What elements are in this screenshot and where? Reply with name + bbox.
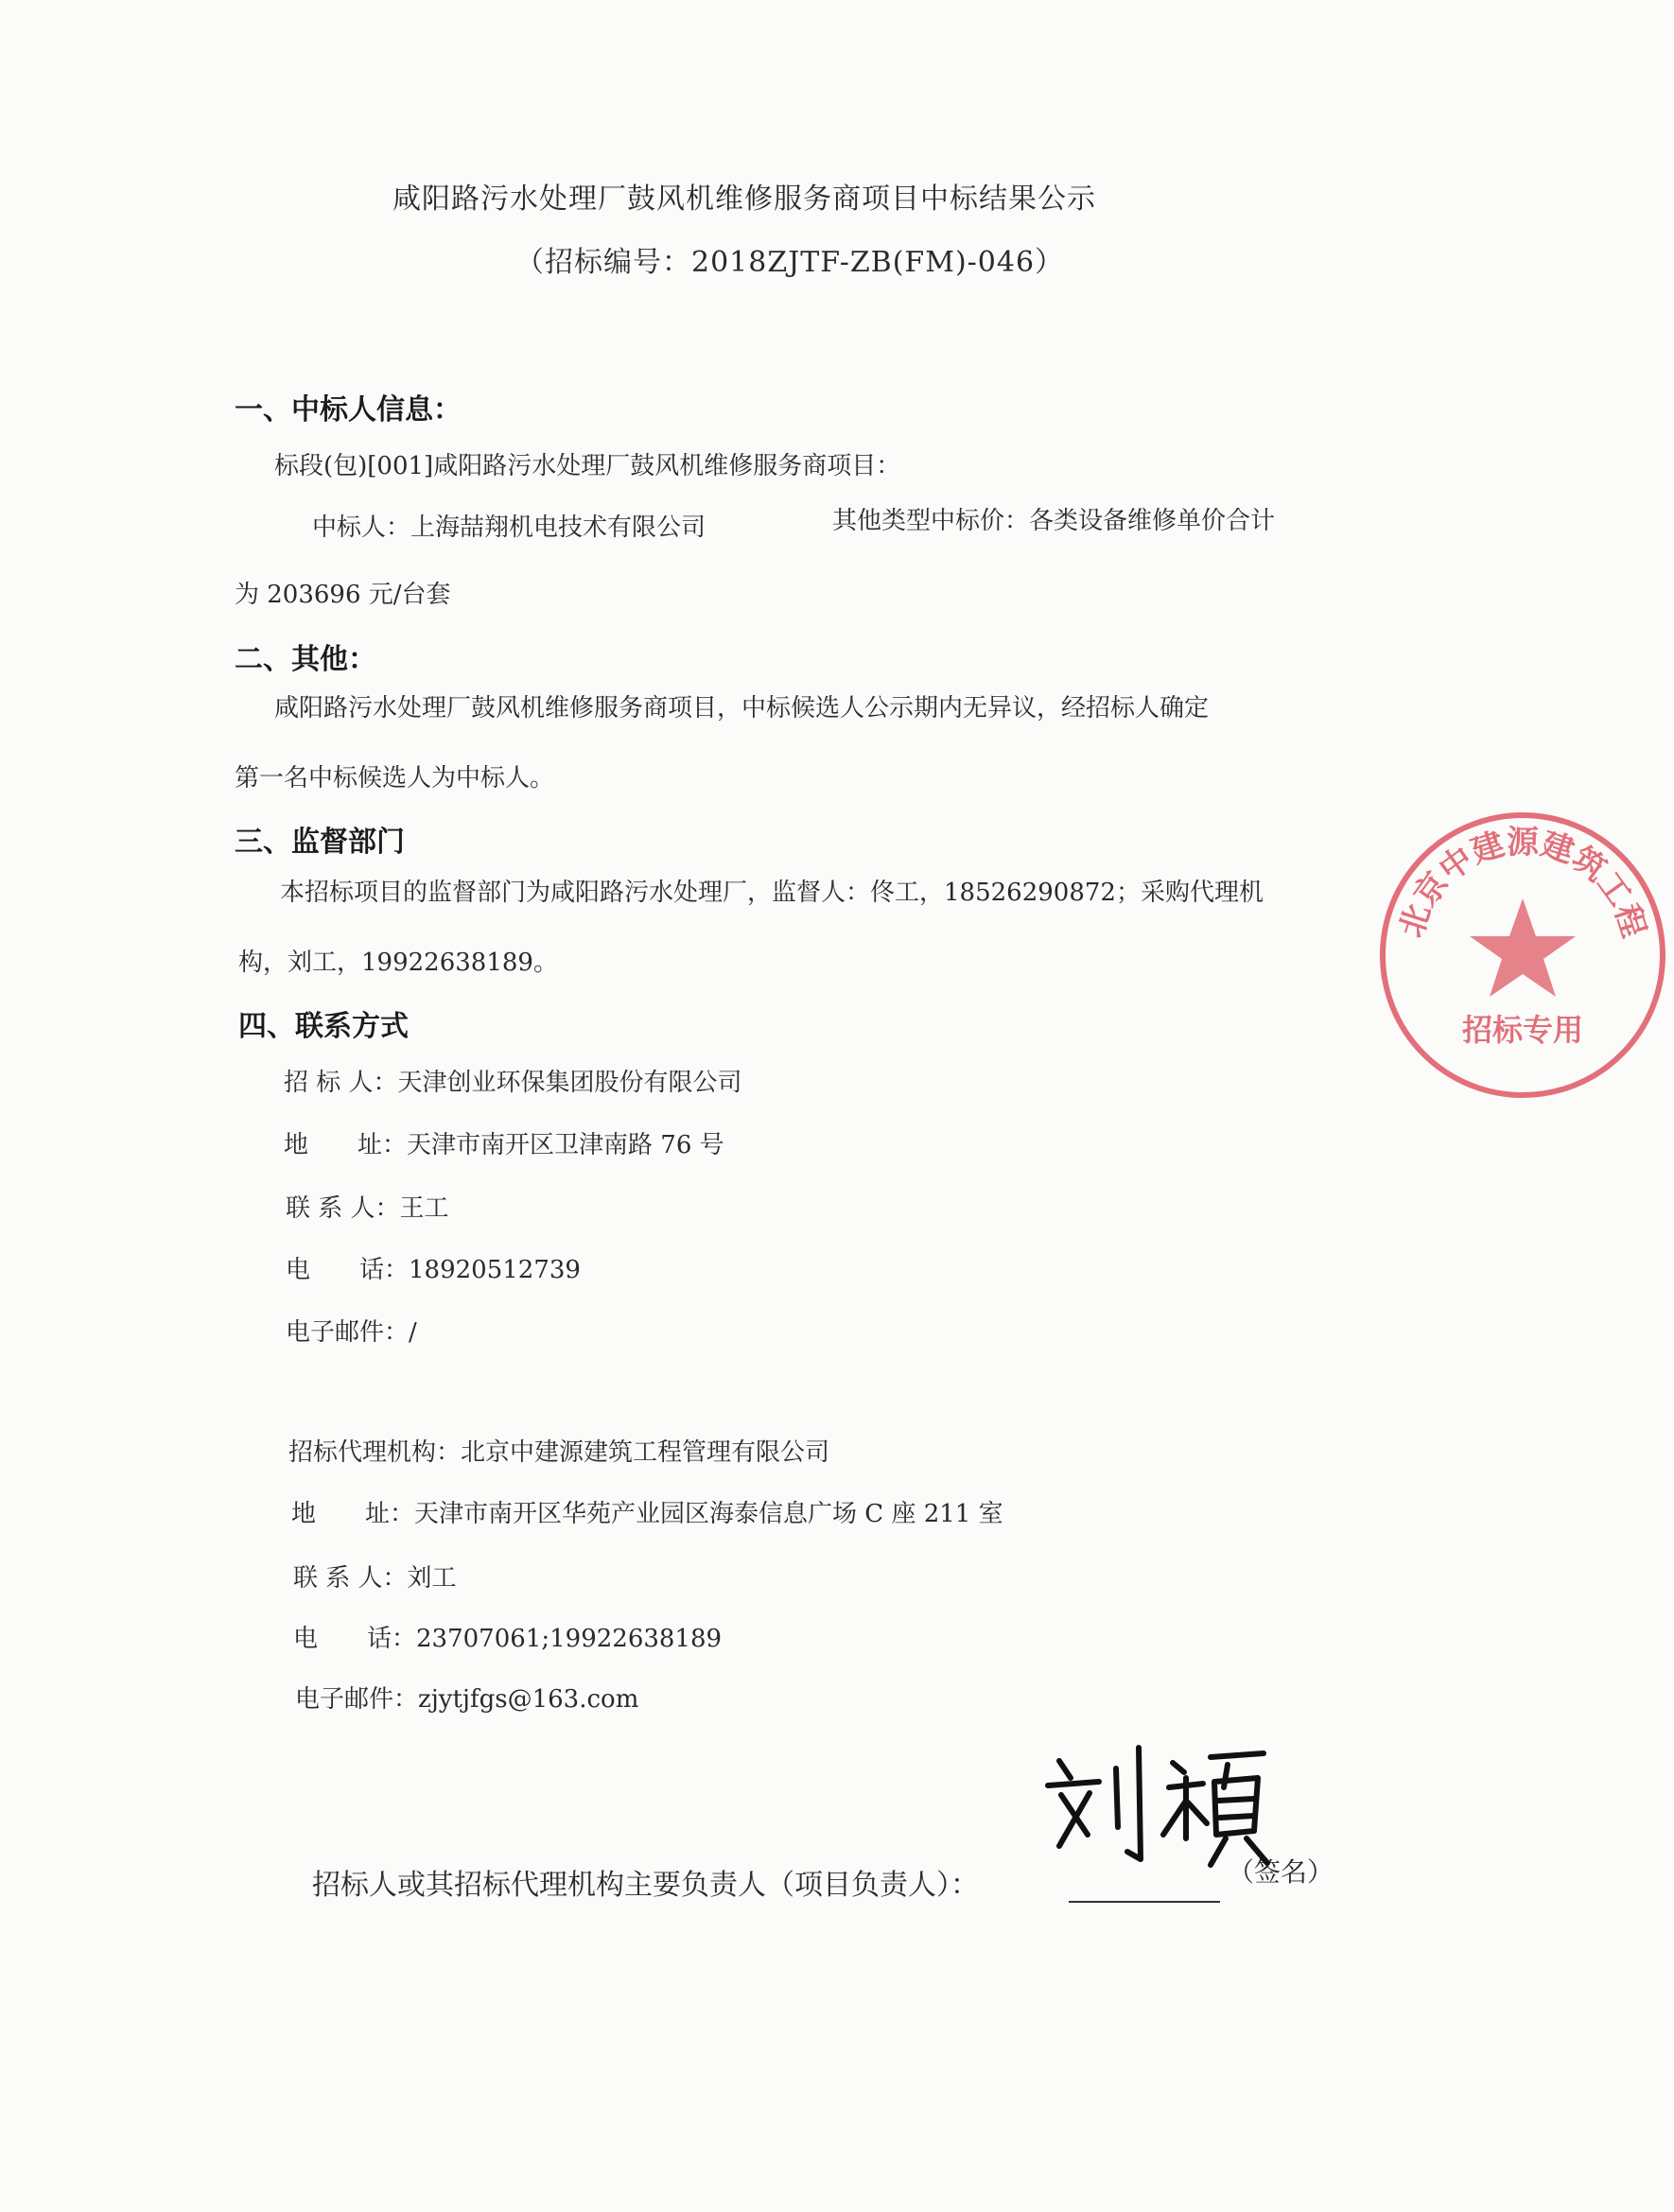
agency-phone: 23707061;19922638189 — [416, 1625, 723, 1653]
agency-phone-row — [293, 1619, 722, 1654]
agency-email-row — [295, 1680, 638, 1715]
section-4-heading: 四、联系方式 — [238, 1010, 409, 1043]
agency-address-row — [291, 1494, 1003, 1529]
tenderer-email-label: 电子邮件： — [286, 1318, 410, 1347]
winner-line — [312, 508, 706, 543]
agency-contact-label: 联 系 人： — [293, 1564, 408, 1593]
tenderer-email: / — [409, 1318, 417, 1347]
winner-name: 上海喆翔机电技术有限公司 — [410, 514, 706, 542]
winner-label: 中标人： — [312, 514, 411, 542]
agency-name-label: 招标代理机构： — [288, 1438, 462, 1467]
agency-contact: 刘工 — [407, 1564, 457, 1593]
handwritten-signature — [1040, 1740, 1286, 1882]
tenderer-email-row — [286, 1313, 417, 1348]
agency-name: 北京中建源建筑工程管理有限公司 — [461, 1438, 830, 1467]
section-3-heading: 三、监督部门 — [235, 826, 405, 859]
agency-email: zjytjfgs@163.com — [418, 1685, 639, 1714]
tenderer-phone-label: 电 话： — [286, 1256, 410, 1284]
section-1-heading: 一、中标人信息： — [235, 393, 462, 427]
signature-suffix: （签名） — [1228, 1856, 1334, 1888]
tenderer-address-label: 地 址： — [284, 1131, 408, 1159]
tenderer-contact-row — [286, 1189, 449, 1224]
tenderer-name-label: 招 标 人： — [284, 1069, 398, 1097]
tenderer-name-row — [284, 1063, 742, 1098]
tender-number: （招标编号：2018ZJTF-ZB(FM)-046） — [515, 246, 1065, 279]
price-value-part1: 各类设备维修单价合计 — [1029, 507, 1276, 535]
section-3-line-1: 本招标项目的监督部门为咸阳路污水处理厂，监督人：佟工，18526290872；采购代理机 — [280, 879, 1264, 907]
signature-label: 招标人或其招标代理机构主要负责人（项目负责人）： — [312, 1869, 979, 1902]
seal-top-text: 北京中建源建筑工程 — [1392, 824, 1653, 942]
price-label: 其他类型中标价： — [832, 507, 1030, 535]
company-seal — [1371, 804, 1674, 1106]
agency-contact-row — [293, 1559, 457, 1594]
agency-address: 天津市南开区华苑产业园区海泰信息广场 C 座 211 室 — [414, 1500, 1003, 1528]
section-3-line-2: 构，刘工，19922638189。 — [238, 949, 558, 977]
price-line — [832, 501, 1275, 536]
signature-line — [1069, 1901, 1220, 1903]
document-title: 咸阳路污水处理厂鼓风机维修服务商项目中标结果公示 — [392, 183, 1096, 216]
section-2-line-1: 咸阳路污水处理厂鼓风机维修服务商项目，中标候选人公示期内无异议，经招标人确定 — [274, 694, 1210, 723]
price-value-part2: 为 203696 元/台套 — [235, 581, 451, 609]
tenderer-name: 天津创业环保集团股份有限公司 — [397, 1069, 742, 1097]
tenderer-contact: 王工 — [399, 1194, 449, 1223]
tenderer-address-row — [284, 1125, 724, 1160]
tenderer-contact-label: 联 系 人： — [286, 1194, 400, 1223]
agency-name-row — [288, 1433, 829, 1468]
tenderer-phone-row — [286, 1250, 581, 1285]
tenderer-phone: 18920512739 — [409, 1256, 581, 1284]
package-line: 标段(包)[001]咸阳路污水处理厂鼓风机维修服务商项目： — [274, 452, 901, 480]
agency-address-label: 地 址： — [291, 1500, 415, 1528]
tenderer-address: 天津市南开区卫津南路 76 号 — [407, 1131, 724, 1159]
section-2-heading: 二、其他： — [235, 643, 376, 676]
section-2-line-2: 第一名中标候选人为中标人。 — [235, 764, 555, 792]
agency-phone-label: 电 话： — [293, 1625, 417, 1653]
agency-email-label: 电子邮件： — [295, 1685, 419, 1714]
seal-star-icon — [1470, 898, 1576, 997]
seal-bottom-text: 招标专用 — [1461, 1012, 1584, 1048]
